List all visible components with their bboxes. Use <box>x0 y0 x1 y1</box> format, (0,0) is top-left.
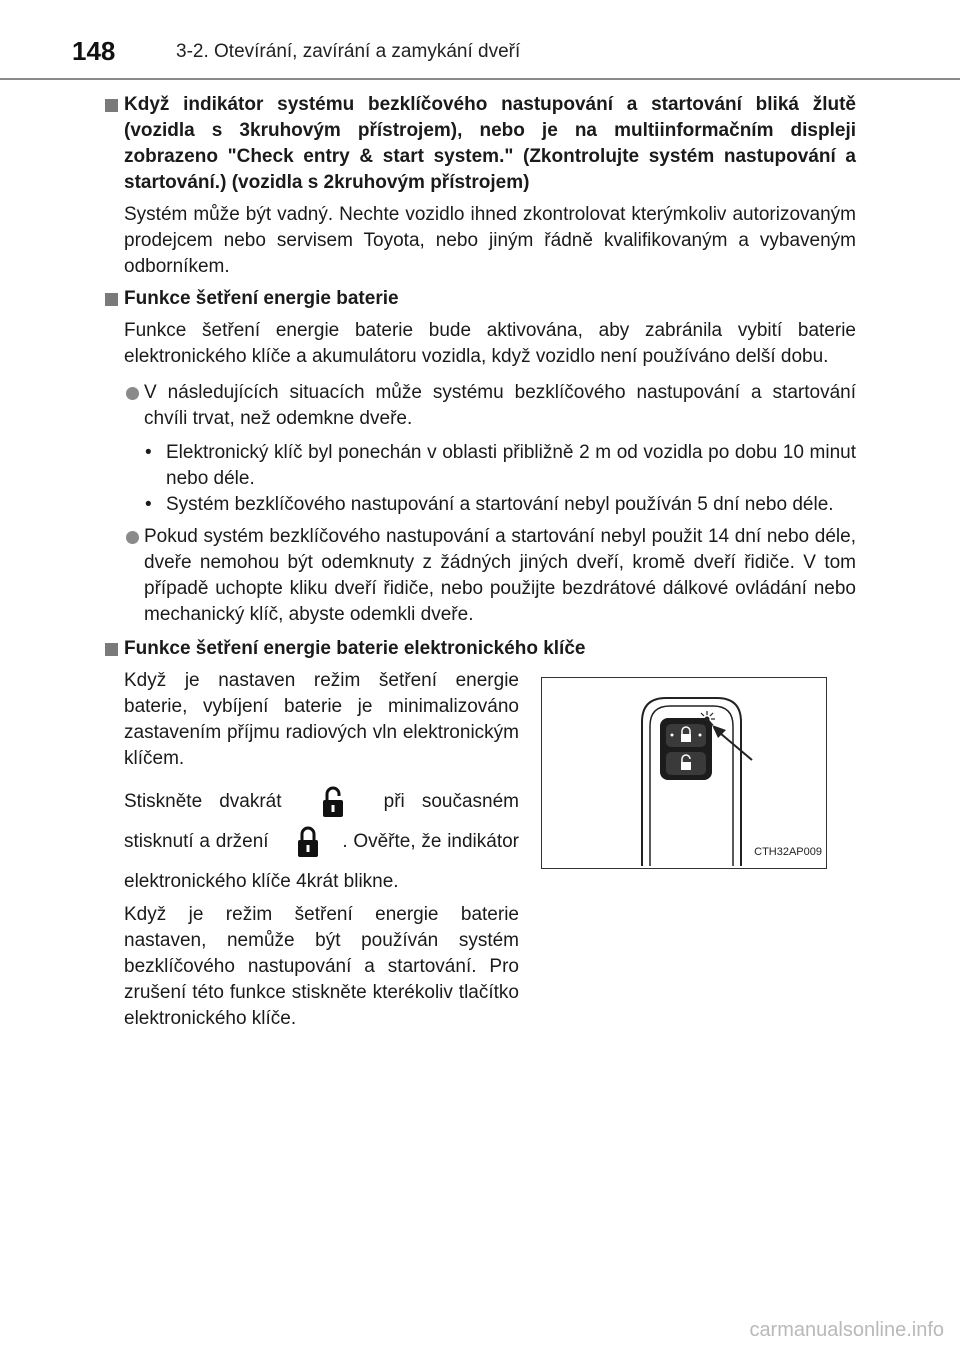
page-content <box>104 92 856 1088</box>
paragraph-activation-steps: Stiskněte dvakrát při současném stisknutí a držení . Ověřte, že indikátor elektronického klíče 4krát blikne. <box>124 782 519 902</box>
figure-code: CTH32AP009 <box>754 846 822 858</box>
sub-bullet-mark: • <box>145 494 152 515</box>
sub-item-key-near-vehicle: • Elektronický klíč byl ponechán v oblasti přibližně 2 m od vozidla po dobu 10 minut nebo déle. <box>145 442 856 489</box>
square-bullet-icon <box>105 293 118 306</box>
electronic-key-figure <box>541 677 827 869</box>
header-divider <box>0 78 960 80</box>
page-number: 148 <box>72 36 116 66</box>
paragraph-saving-mode: Když je nastaven režim šetření energie baterie, vybíjení baterie je minimalizováno zastavením příjmu radiových vln elektronickým klíčem. <box>124 670 519 769</box>
paragraph-battery-saving: Funkce šetření energie baterie bude aktivována, aby zabránila vybití baterie elektronického klíče a akumulátoru vozidla, když vozidlo není používáno delší dobu. <box>124 320 856 367</box>
paragraph-system-fault: Systém může být vadný. Nechte vozidlo ihned zkontrolovat kterýmkoliv autorizovaným prodejcem nebo servisem Toyota, nebo jiným řádně kvalifikovaným a vybaveným odborníkem. <box>124 204 856 277</box>
key-battery-section <box>104 668 856 1088</box>
round-bullet-icon <box>126 531 139 544</box>
square-bullet-icon <box>105 643 118 656</box>
heading-indicator-blinking: Když indikátor systému bezklíčového nastupování a startování bliká žlutě (vozidla s 3kruhovým přístrojem), nebo je na multiinformačním displeji zobrazeno "Check entry & start system." (Zkontrolujte systém nastupování a startování.) (vozidla s 2kruhovým přístrojem) <box>104 92 856 196</box>
bullet-unlock-delay: V následujících situacích může systému bezklíčového nastupování a startování chvíli trvat, než odemkne dveře. <box>104 380 856 432</box>
section-title: 3-2. Otevírání, zavírání a zamykání dveří <box>176 41 521 62</box>
lock-icon <box>294 825 322 859</box>
sub-item-system-unused: • Systém bezklíčového nastupování a startování nebyl používán 5 dní nebo déle. <box>104 492 856 518</box>
round-bullet-icon <box>126 387 139 400</box>
bullet-driver-door-only: Pokud systém bezklíčového nastupování a startování nebyl použit 14 dní nebo déle, dveře nemohou být odemknuty z žádných jiných dveří, kromě dveří řidiče. V tom případě uchopte kliku dveří řidiče, nebo použijte bezdrátové dálkové ovládání nebo mechanický klíč, abyste odemkli dveře. <box>104 524 856 628</box>
key-battery-text <box>124 668 519 1032</box>
heading-key-battery-saving: Funkce šetření energie baterie elektronického klíče <box>104 636 856 662</box>
paragraph-cancel-mode: Když je režim šetření energie baterie nastaven, nemůže být používán systém bezklíčového nastupování a startování. Pro zrušení této funkce stiskněte kterékoliv tlačítko elektronického klíče. <box>124 904 519 1029</box>
square-bullet-icon <box>105 99 118 112</box>
sub-bullet-mark: • <box>145 442 152 463</box>
page-header <box>0 0 960 80</box>
heading-battery-saving: Funkce šetření energie baterie <box>104 286 856 312</box>
unlock-icon <box>319 785 347 819</box>
watermark: carmanualsonline.info <box>749 1319 944 1341</box>
